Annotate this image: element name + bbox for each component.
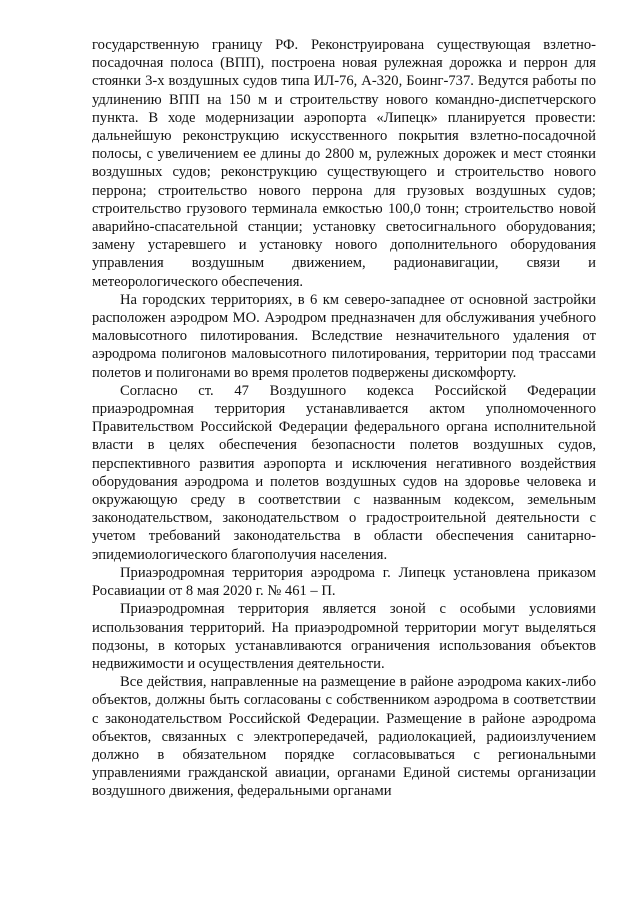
paragraph-military-aerodrome: На городских территориях, в 6 км северо-западнее от основной застройки расположен аэродром МО. Аэродром предназначен для обслуживания учебного маловысотного пилотирования. Вследствие незначительного удаления от аэродрома полигонов маловысотного пилотирования, территории под трассами полетов и полигонами во время пролетов подвержены дискомфорту. bbox=[92, 291, 596, 381]
paragraph-rosaviation-order: Приаэродромная территория аэродрома г. Липецк установлена приказом Росавиации от 8 мая 2020 г. № 461 – П. bbox=[92, 564, 596, 600]
paragraph-placement-approval: Все действия, направленные на размещение в районе аэродрома каких-либо объектов, должны быть согласованы с собственником аэродрома в соответствии с законодательством Российской Федерации. Размещение в районе аэродрома объектов, связанных с электропередачей, радиолокацией, радиоизлучением должно в обязательном порядке согласовываться с региональными управлениями гражданской авиации, органами Единой системы организации воздушного движения, федеральными органами bbox=[92, 674, 596, 800]
paragraph-special-zone: Приаэродромная территория является зоной с особыми условиями использования территорий. На приаэродромной территории могут выделяться подзоны, в которых устанавливаются ограничения использования объектов недвижимости и осуществления деятельности. bbox=[92, 601, 596, 672]
paragraph-air-code-article-47: Согласно ст. 47 Воздушного кодекса Российской Федерации приаэродромная территория устанавливается актом уполномоченного Правительством Российской Федерации федерального органа исполнительной власти в целях обеспечения безопасности полетов воздушных судов, перспективного развития аэропорта и исключения негативного воздействия оборудования аэродрома и полетов воздушных судов на здоровье человека и окружающую среду в соответствии с названным кодексом, земельным законодательством, законодательством о градостроительной деятельности с учетом требований законодательства в области обеспечения санитарно-эпидемиологического благополучия населения. bbox=[92, 382, 596, 563]
paragraph-airport-reconstruction: государственную границу РФ. Реконструирована существующая взлетно-посадочная полоса (ВПП), построена новая рулежная дорожка и перрон для стоянки 3-х воздушных судов типа ИЛ-76, А-320, Боинг-737. Ведутся работы по удлинению ВПП на 150 м и строительству нового командно-диспетчерского пункта. В ходе модернизации аэропорта «Липецк» планируется провести: дальнейшую реконструкцию искусственного покрытия взлетно-посадочной полосы, с увеличением ее длины до 2800 м, рулежных дорожек и мест стоянки воздушных судов; реконструкцию существующего и строительство нового перрона; строительство нового перрона для грузовых воздушных судов; строительство грузового терминала емкостью 100,0 тонн; строительство новой аварийно-спасательной станции; установку светосигнального оборудования; замену устаревшего и установку нового дополнительного оборудования управления воздушным движением, радионавигации, связи и метеорологического обеспечения. bbox=[92, 37, 596, 290]
